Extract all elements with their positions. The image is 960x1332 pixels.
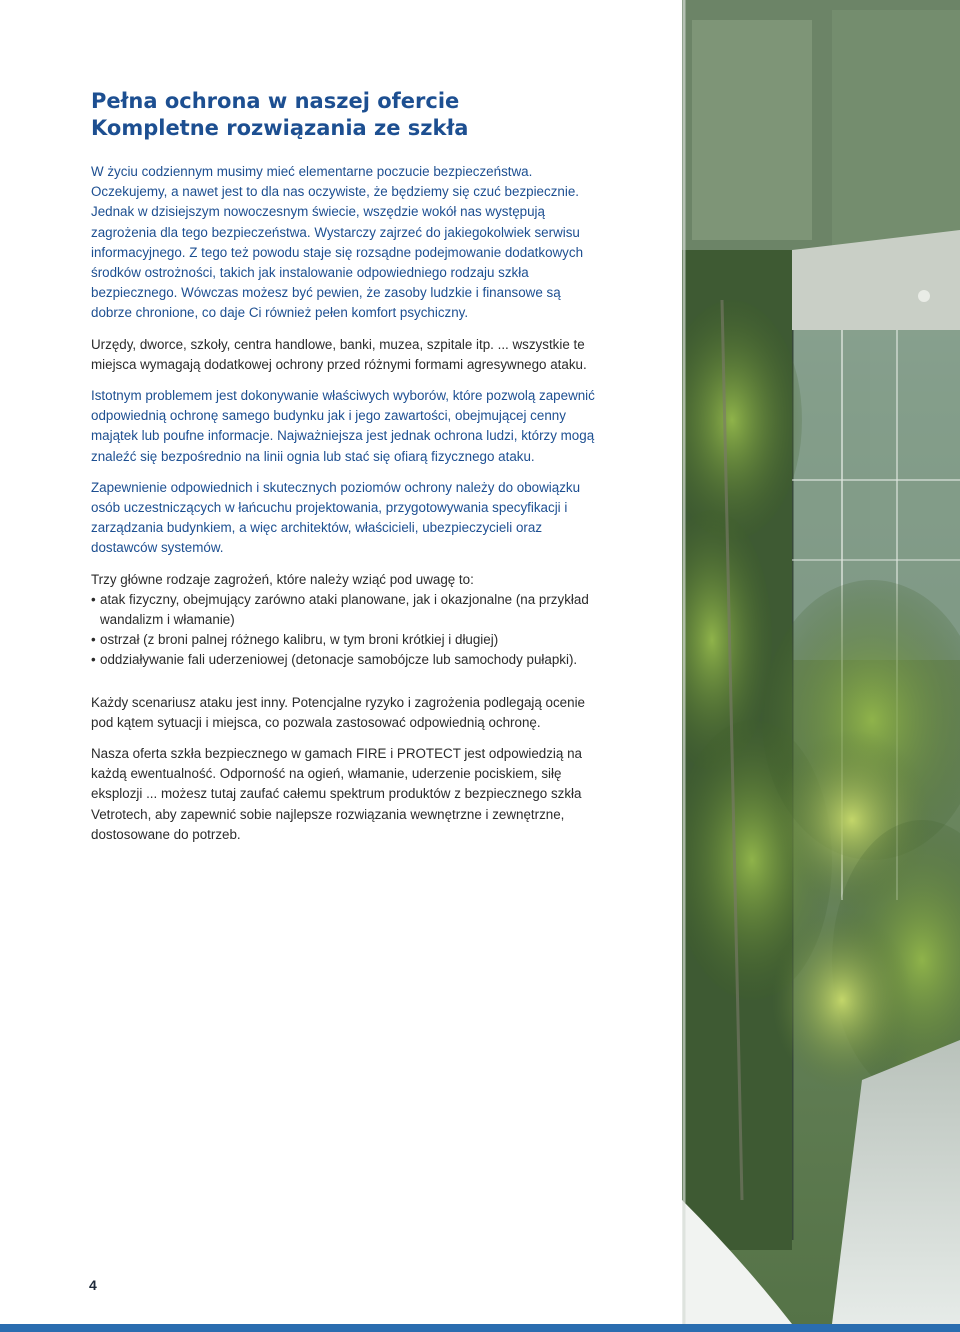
threats-intro: Trzy główne rodzaje zagrożeń, które należy wziąć pod uwagę to: (91, 571, 474, 587)
bottom-accent-bar (0, 1324, 960, 1332)
threats-list (91, 590, 601, 671)
text-column (91, 88, 601, 856)
offer-paragraph: Nasza oferta szkła bezpiecznego w gamach FIRE i PROTECT jest odpowiedzią na każdą ewentualność. Odporność na ogień, włamanie, uderzenie pociskiem, siłę eksplozji ... możesz tutaj zaufać całemu spektrum produktów z bezpiecznego szkła Vetrotech, aby zapewnić sobie najlepsze rozwiązania wewnętrzne i zewnętrzne, dostosowane do potrzeb. (91, 746, 582, 842)
choices-paragraph: Istotnym problemem jest dokonywanie właściwych wyborów, które pozwolą zapewnić odpowiednią ochronę samego budynku jak i jego zawartości, obejmującej cenny majątek lub poufne informacje. Najważniejsza jest jednak ochrona ludzi, którzy mogą znaleźć się bezpośrednio na linii ognia lub stać się ofiarą fizycznego ataku. (91, 388, 595, 464)
list-item: • atak fizyczny, obejmujący zarówno ataki planowane, jak i okazjonalne (na przykład wandalizm i włamanie) (91, 590, 601, 630)
list-item: • ostrzał (z broni palnej różnego kalibru, w tym broni krótkiej i długiej) (91, 630, 601, 650)
page-number: 4 (89, 1277, 97, 1293)
list-item: • oddziaływanie fali uderzeniowej (detonacje samobójcze lub samochody pułapki). (91, 650, 601, 670)
scenario-paragraph: Każdy scenariusz ataku jest inny. Potencjalne ryzyko i zagrożenia podlegają ocenie pod kątem sytuacji i miejsca, co pozwala zastosować odpowiednią ochronę. (91, 694, 586, 730)
glass-facade-photo (682, 0, 960, 1324)
title-line-2: Kompletne rozwiązania ze szkła (91, 116, 469, 140)
page-title (91, 88, 601, 142)
title-line-1: Pełna ochrona w naszej ofercie (91, 89, 460, 113)
places-paragraph: Urzędy, dworce, szkoły, centra handlowe, banki, muzea, szpitale itp. ... wszystkie te miejsca wymagają dodatkowej ochrony przed różnymi formami agresywnego ataku. (91, 336, 587, 372)
responsibility-paragraph: Zapewnienie odpowiednich i skutecznych poziomów ochrony należy do obowiązku osób uczestniczących w łańcuchu projektowania, przygotowywania specyfikacji i zarządzania budynkiem, a więc architektów, właścicieli, ubezpieczycieli oraz dostawców systemów. (91, 479, 581, 556)
intro-paragraph: W życiu codziennym musimy mieć elementarne poczucie bezpieczeństwa. Oczekujemy, a nawet jest to dla nas oczywiste, że będziemy się czuć bezpiecznie. Jednak w dzisiejszym nowoczesnym świecie, wszędzie wokół nas występują zagrożenia dla tego bezpieczeństwa. Wystarczy zajrzeć do jakiegokolwiek serwisu informacyjnego. Z tego też powodu staje się rozsądne podejmowanie dodatkowych środków ostrożności, takich jak instalowanie odpowiedniego rodzaju szkła bezpiecznego. Wówczas możesz być pewien, że zasoby ludzkie i finansowe są dobrze chronione, co daje Ci również pełen komfort psychiczny. (91, 164, 584, 321)
